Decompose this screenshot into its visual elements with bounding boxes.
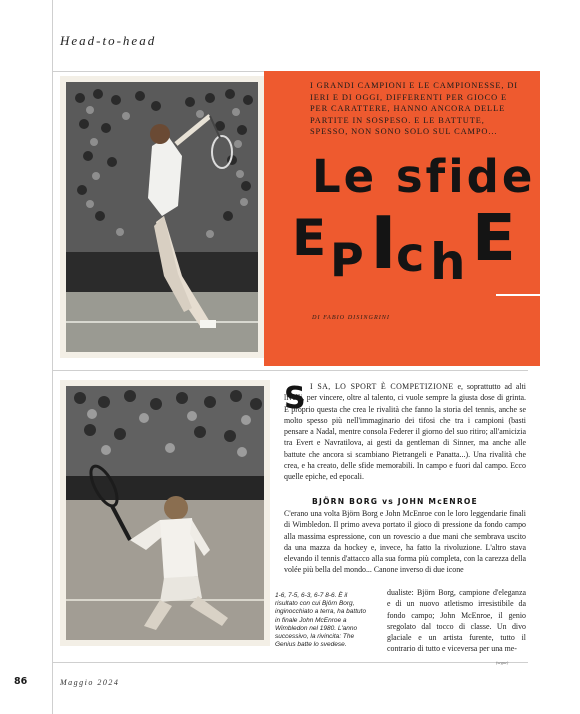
hero-accent-rule <box>496 294 540 296</box>
hero-title-line1: Le sfide <box>312 150 536 203</box>
page-number: 86 <box>14 676 28 687</box>
article-paragraph-1 <box>284 381 526 483</box>
footer-rule <box>52 662 528 663</box>
continue-note: (segue) <box>496 660 509 665</box>
title-letter: P <box>330 233 364 287</box>
photo-mcenroe-serve <box>60 76 264 358</box>
article-subhead: BJÖRN BORG vs JOHN McENROE <box>312 497 478 506</box>
article-paragraph-3: dualiste: Björn Borg, campione d'eleganza e di un nuovo atletismo irresistibile da fondo campo; John McEnroe, il genio sregolato dal tocco di classe. Un divo glaciale e un artista furente, tutto il contrario di tutto e viceversa per una me- <box>387 588 526 654</box>
paragraph-lead: I SA, LO SPORT È COMPETIZIONE <box>310 382 454 391</box>
section-rule <box>52 370 528 371</box>
dropcap-indent <box>284 388 310 389</box>
left-margin-rule <box>52 0 53 714</box>
paragraph-text: e, soprattutto ad alti livelli, per vincere, oltre al talento, ci vuole sempre la giusta dose di grinta. È proprio questa che crea le rivalità che fanno la storia del tennis, anche se molto spesso più nell'immaginario dei tifosi che tra i campioni (basti pensare a Nadal, mentre consola Federer il giorno del suo ritiro; all'amicizia tra Evert e Navratilova, ai gesti da gentleman di Sinner, ma anche alle battute che ancora si scambiano Pietrangeli e Panatta...). Una rivalità che crea, e ha creato, delle sfide memorabili. In campo e fuori dal campo. Ecco quelle epiche, ed epocali. <box>284 382 526 482</box>
hero-title-line2 <box>292 201 522 295</box>
title-letter: h <box>430 233 466 291</box>
byline: DI FABIO DISINGRINI <box>312 314 390 321</box>
drop-cap: S <box>284 381 306 416</box>
photo-caption: 1-6, 7-5, 6-3, 6-7 8-6. È il risultato con cui Björn Borg, inginocchiato a terra, ha battuto in finale John McEnroe a Wimbledon nel 1980. L'anno successivo, la rivincita: The Genius batte lo svedese. <box>275 592 367 649</box>
photo-borg-kneeling <box>60 380 270 646</box>
issue-date: Maggio 2024 <box>60 678 120 687</box>
hero-intro: I GRANDI CAMPIONI E LE CAMPIONESSE, DI IERI E DI OGGI, DIFFERENTI PER GIOCO E PER CARATTERE, HANNO ANCORA DELLE PARTITE IN SOSPESO. E LE BATTUTE, SPESSO, NON SONO SOLO SUL CAMPO... <box>310 81 518 137</box>
title-letter: I <box>370 201 397 285</box>
article-paragraph-2: C'erano una volta Björn Borg e John McEnroe con le loro leggendarie finali di Wimbledon. Il primo aveva portato il gioco di pressione da fondo campo alla massima espressione, con un rovescio a due mani che sembrava uscito da una mazza da hockey e, invece, ha fatto la rivoluzione. L'altro stava elevando il tennis d'attacco alla sua forma più completa, con la carezza della volée più bella del mondo... Canone inverso di due icone <box>284 509 526 575</box>
section-kicker: Head-to-head <box>60 33 157 48</box>
title-letter: c <box>396 227 425 283</box>
title-letter: E <box>472 202 516 276</box>
title-letter: E <box>292 209 327 267</box>
